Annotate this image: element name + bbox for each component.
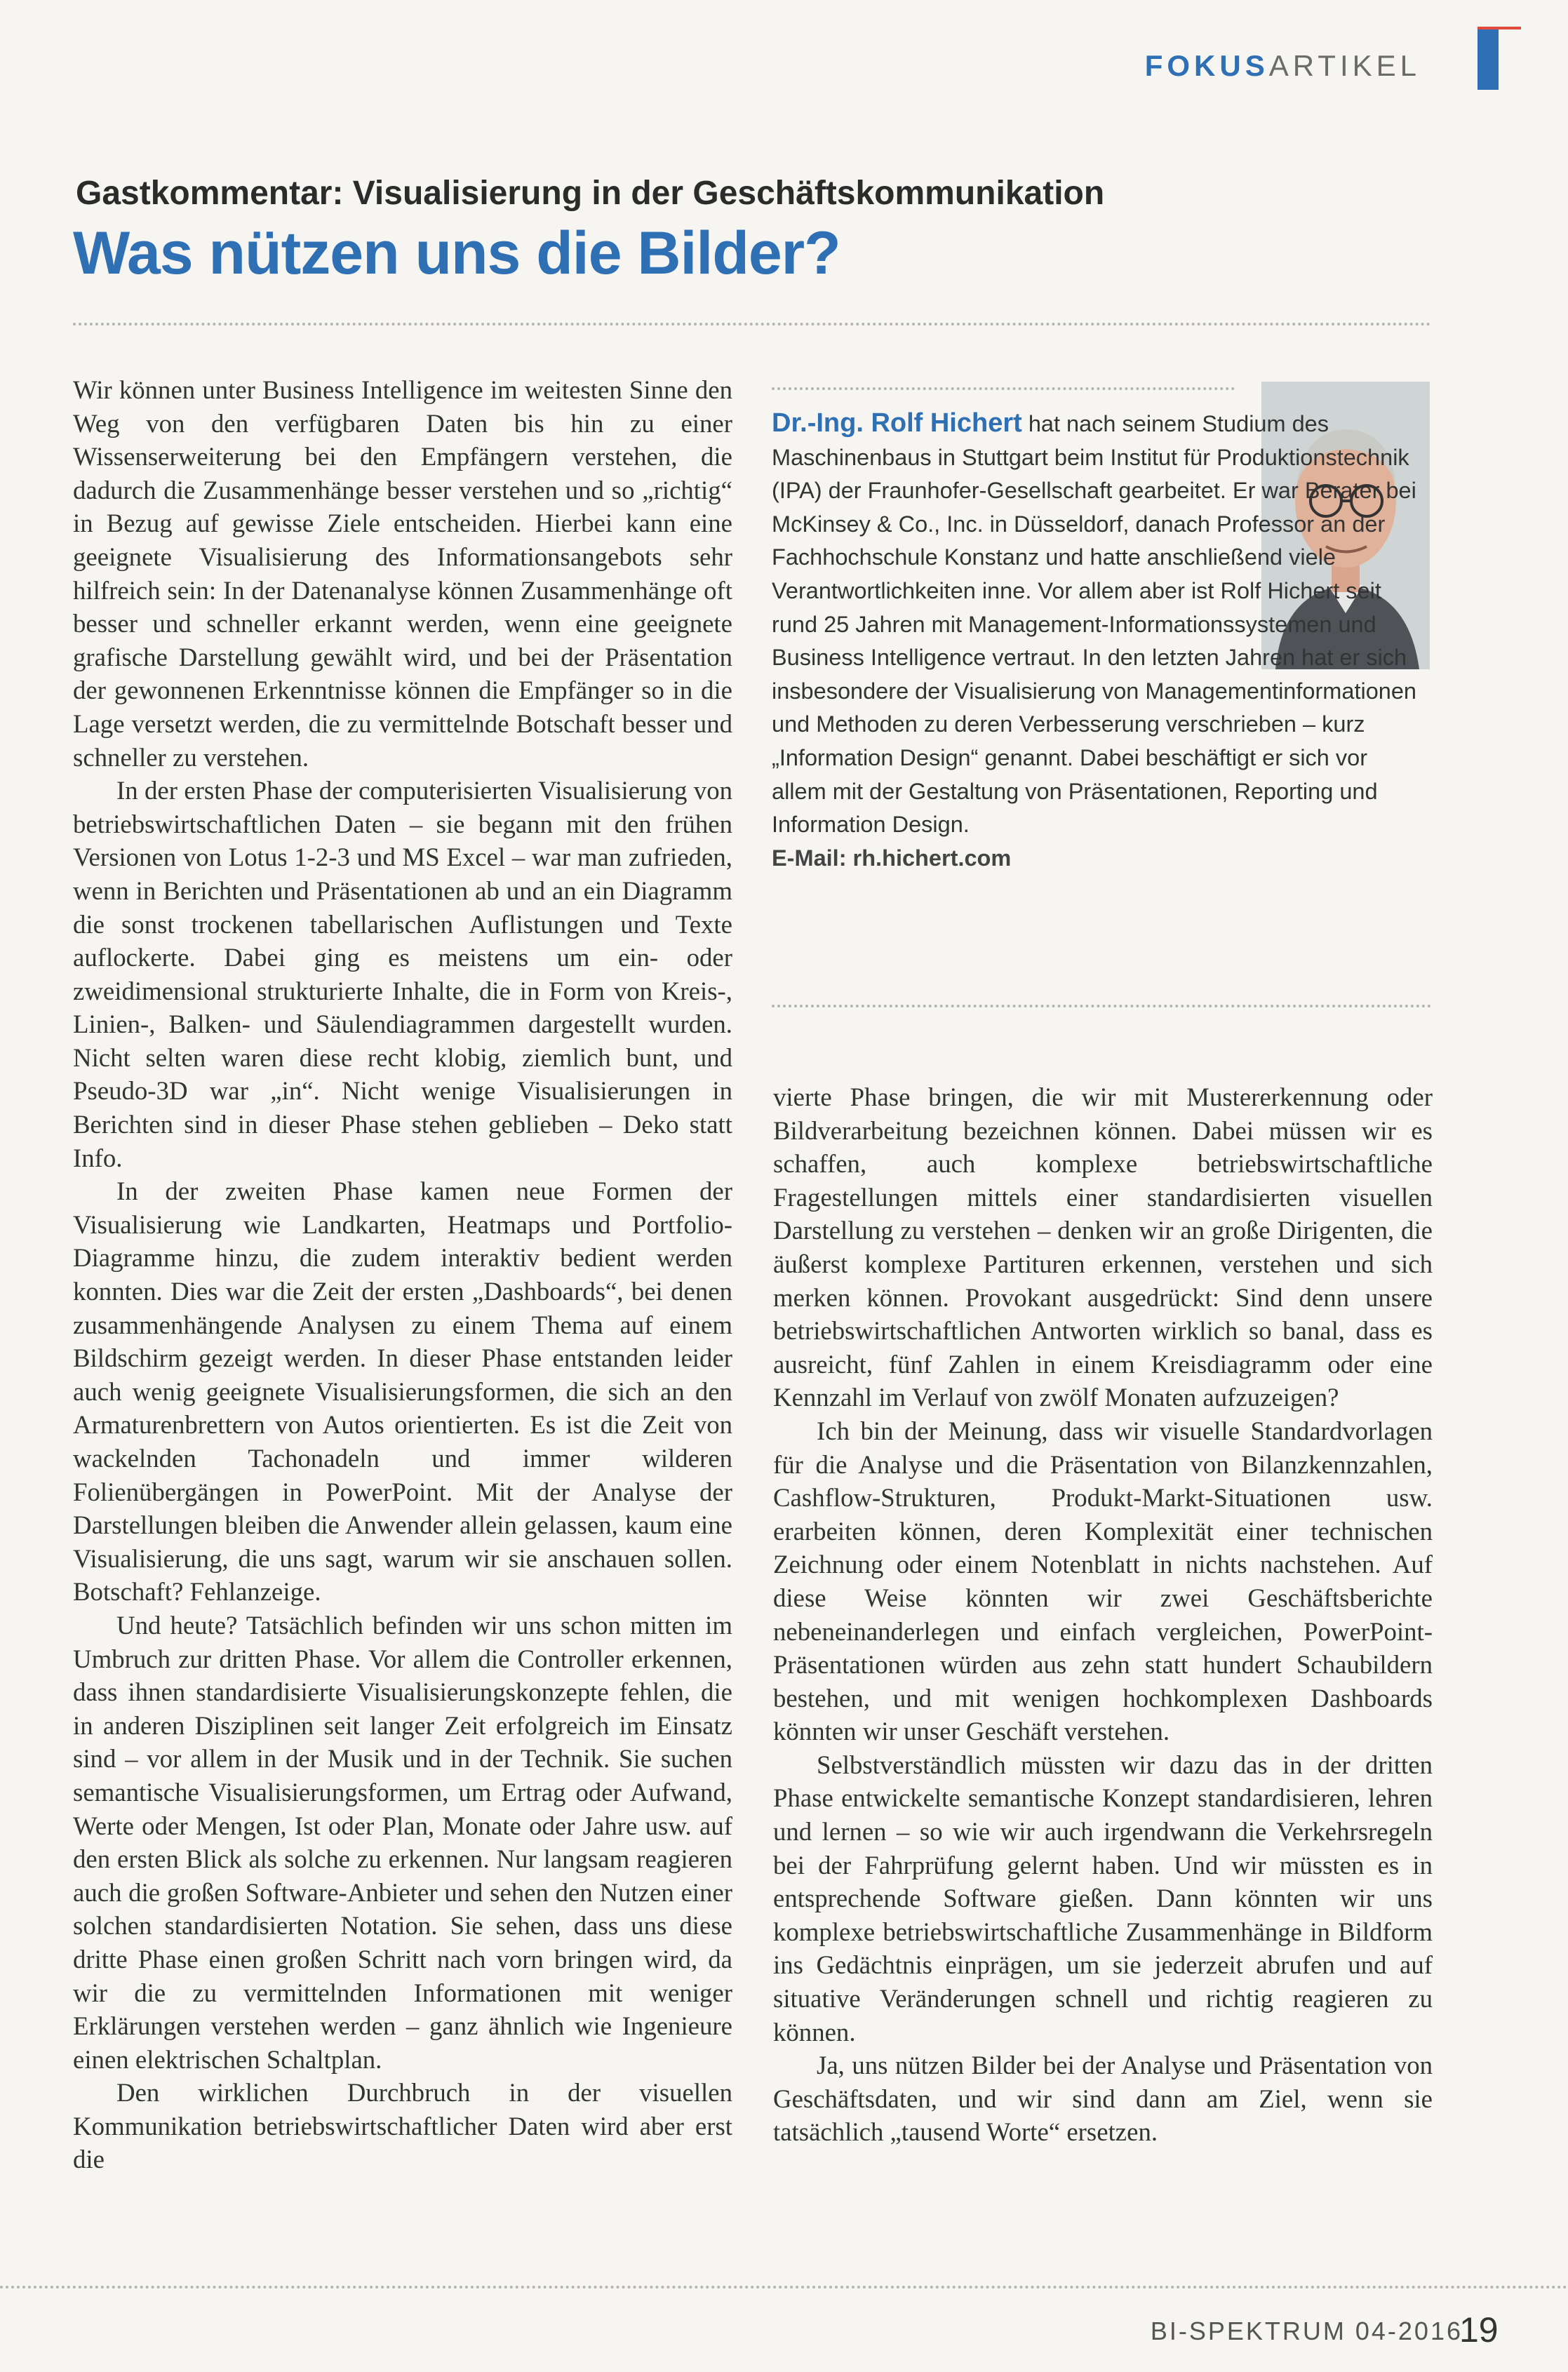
author-name: Dr.-Ing. Rolf Hichert xyxy=(772,408,1022,438)
article-headline: Was nützen uns die Bilder? xyxy=(73,220,840,287)
corner-mark-accent xyxy=(1477,27,1521,29)
corner-mark xyxy=(1477,27,1499,90)
article-kicker: Gastkommentar: Visualisierung in der Geschäftskommunikation xyxy=(76,175,1105,212)
footer-divider xyxy=(0,2286,1568,2289)
author-email: E-Mail: rh.hichert.com xyxy=(772,845,1012,871)
paragraph: In der zweiten Phase kamen neue Formen der Visualisierung wie Landkarten, Heatmaps und Portfolio-Diagramme hinzu, die zudem interaktiv bedient werden konnten. Dies war die Zeit der ersten „Dashboards“, bei denen zusammenhängende Analysen zu einem Thema auf einem Bildschirm gezeigt werden. In dieser Phase entstanden leider auch wenig geeignete Visualisierungsformen, die sich an den Armaturenbrettern von Autos orientierten. Es ist die Zeit von wackelnden Tachonadeln und immer wilderen Folienübergängen in PowerPoint. Mit der Analyse der Darstellungen bleiben die Anwender allein gelassen, kaum eine Visualisierung, die uns sagt, warum wir sie anschauen sollen. Botschaft? Fehlanzeige. xyxy=(73,1177,732,1607)
author-bio xyxy=(772,407,1428,875)
paragraph: Ich bin der Meinung, dass wir visuelle Standardvorlagen für die Analyse und die Präsentation von Bilanzkennzahlen, Cashflow-Strukturen, Produkt-Markt-Situationen usw. erarbeiten können, deren Komplexität einer technischen Zeichnung oder einem Notenblatt in nichts nachstehen. Auf diese Weise könnten wir zwei Geschäftsberichte nebeneinanderlegen und einfach vergleichen, PowerPoint-Präsentationen würden aus zehn statt hundert Schaubildern bestehen, und mit wenigen hochkomplexen Dashboards könnten wir unser Geschäft verstehen. xyxy=(773,1416,1433,1746)
paragraph: Ja, uns nützen Bilder bei der Analyse und Präsentation von Geschäftsdaten, und wir sind dann am Ziel, wenn sie tatsächlich „tausend Worte“ ersetzen. xyxy=(773,2051,1433,2147)
paragraph: In der ersten Phase der computerisierten Visualisierung von betriebswirtschaftlichen Daten – sie begann mit den frühen Versionen von Lotus 1-2-3 und MS Excel – war man zufrieden, wenn in Berichten und Präsentationen ab und an ein Diagramm die sonst trockenen tabellarischen Auflistungen und Texte auflockerte. Dabei ging es meistens um ein- oder zweidimensional strukturierte Inhalte, die in Form von Kreis-, Linien-, Balken- und Säulendiagrammen dargestellt wurden. Nicht selten waren diese recht klobig, ziemlich bunt, und Pseudo-3D war „in“. Nicht wenige Visualisierungen in Berichten sind in dieser Phase stehen geblieben – Deko statt Info. xyxy=(73,776,732,1172)
paragraph: Und heute? Tatsächlich befinden wir uns schon mitten im Umbruch zur dritten Phase. Vor allem die Controller erkennen, dass ihnen standardisierte Visualisierungskonzepte fehlen, die in anderen Disziplinen seit langer Zeit erfolgreich im Einsatz sind – vor allem in der Musik und in der Technik. Sie suchen semantische Visualisierungsformen, um Ertrag oder Aufwand, Werte oder Mengen, Ist oder Plan, Monate oder Jahre usw. auf den ersten Blick als solche zu erkennen. Nur langsam reagieren auch die großen Software-Anbieter und sehen den Nutzen einer solchen standardisierten Notation. Sie sehen, dass uns diese dritte Phase einen großen Schritt nach vorn bringen wird, da wir die zu vermittelnden Informationen mit weniger Erklärungen verstehen werden – ganz ähnlich wie Ingenieure einen elektrischen Schaltplan. xyxy=(73,1610,732,2074)
left-column xyxy=(73,373,732,2176)
publication-label: BI-SPEKTRUM 04-2016 xyxy=(1150,2317,1463,2345)
section-rubric xyxy=(1145,49,1421,83)
paragraph: vierte Phase bringen, die wir mit Mustererkennung oder Bildverarbeitung bezeichnen können. Dabei müssen wir es schaffen, auch komplexe betriebswirtschaftliche Fragestellungen mittels einer standardisierten visuellen Darstellung zu verstehen – denken wir an große Dirigenten, die äußerst komplexe Partituren erkennen, verstehen und sich merken können. Provokant ausgedrückt: Sind denn unsere betriebswirtschaftlichen Antworten wirklich so banal, dass es ausreicht, fünf Zahlen in einem Kreisdiagramm oder eine Kennzahl im Verlauf von zwölf Monaten aufzuzeigen? xyxy=(773,1083,1433,1412)
paragraph: Den wirklichen Durchbruch in der visuellen Kommunikation betriebswirtschaftlicher Daten wird aber erst die xyxy=(73,2078,732,2174)
bio-top-divider xyxy=(772,387,1235,390)
rubric-rest: ARTIKEL xyxy=(1268,49,1421,82)
bio-bottom-divider xyxy=(772,1005,1431,1007)
paragraph: Wir können unter Business Intelligence im weitesten Sinne den Weg von den verfügbaren Daten bis hin zu einer Wissenserweiterung bei den Empfängern verstehen, die dadurch die Zusammenhänge besser verstehen und so „richtig“ in Bezug auf gewisse Ziele entscheiden. Hierbei kann eine geeignete Visualisierung des Informationsangebots sehr hilfreich sein: In der Datenanalyse können Zusammenhänge oft besser und schneller erkannt werden, wenn eine geeignete grafische Darstellung gewählt wird, und bei der Präsentation der gewonnenen Erkenntnisse können die Empfänger so in die Lage versetzt werden, die zu vermittelnde Botschaft besser und schneller zu verstehen. xyxy=(73,375,732,772)
right-column xyxy=(773,1080,1433,2149)
headline-divider xyxy=(73,323,1431,326)
paragraph: Selbstverständlich müssten wir dazu das in der dritten Phase entwickelte semantische Konzept standardisieren, lehren und lernen – so wie wir auch irgendwann die Verkehrsregeln bei der Fahrprüfung gelernt haben. Und wir müssten es in entsprechende Software gießen. Dann könnten wir uns komplexe betriebswirtschaftliche Zusammenhänge in Bildform ins Gedächtnis einprägen, um sie jederzeit abrufen und auf situative Veränderungen schnell und richtig reagieren zu können. xyxy=(773,1750,1433,2046)
page-number: 19 xyxy=(1459,2310,1499,2350)
bio-text: hat nach seinem Studium des Maschinenbaus in Stuttgart beim Institut für Produktionstechnik (IPA) der Fraunhofer-Gesellschaft gearbeitet. Er war Berater bei McKinsey & Co., Inc. in Düsseldorf, danach Professor an der Fachhochschule Konstanz und hatte anschließend viele Verantwortlichkeiten inne. Vor allem aber ist Rolf Hichert seit rund 25 Jahren mit Management-Informationssystemen und Business Intelligence vertraut. In den letzten Jahren hat er sich insbesondere der Visualisierung von Managementinformationen und Methoden zu deren Verbesserung verschrieben – kurz „Information Design“ genannt. Dabei beschäftigt er sich vor allem mit der Gestaltung von Präsentationen, Reporting und Information Design. xyxy=(772,411,1416,838)
rubric-accent: FOKUS xyxy=(1144,49,1269,82)
